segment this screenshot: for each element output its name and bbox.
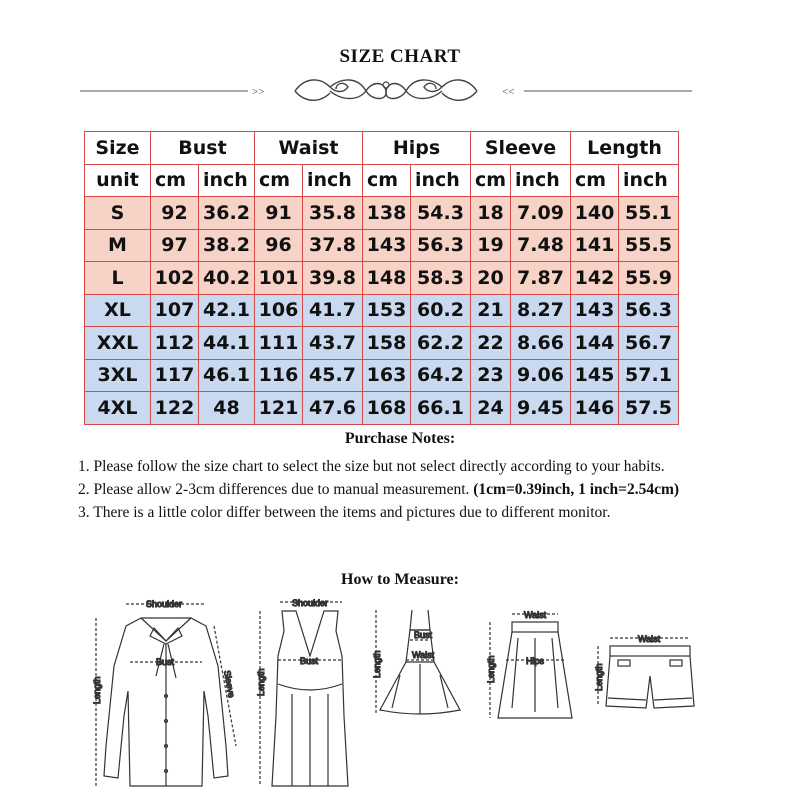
size-value: 116 [255,359,303,392]
size-row [85,327,679,360]
size-value: 40.2 [199,262,255,295]
label-waist: Waist [524,610,547,620]
size-value: 145 [571,359,619,392]
unit-inch: inch [303,164,363,197]
size-value: 45.7 [303,359,363,392]
size-value: 146 [571,392,619,425]
size-rows [85,197,679,425]
label-sleeve: Sleeve [222,669,237,699]
unit-inch: inch [511,164,571,197]
size-value: 47.6 [303,392,363,425]
unit-cm: cm [571,164,619,197]
size-value: 18 [471,197,511,230]
size-value: 56.7 [619,327,679,360]
size-value: 23 [471,359,511,392]
size-value: 22 [471,327,511,360]
size-value: 141 [571,229,619,262]
unit-inch: inch [411,164,471,197]
size-value: 102 [151,262,199,295]
unit-cm: cm [363,164,411,197]
size-value: 46.1 [199,359,255,392]
blouse-measure-diagram [86,596,246,796]
size-label: 3XL [85,359,151,392]
size-value: 7.09 [511,197,571,230]
label-length: Length [256,668,266,696]
note-3: 3. There is a little color differ between the items and pictures due to different monitor. [78,504,611,521]
size-value: 20 [471,262,511,295]
size-value: 58.3 [411,262,471,295]
size-label: M [85,229,151,262]
size-value: 148 [363,262,411,295]
purchase-notes-title: Purchase Notes: [344,430,456,447]
size-value: 8.66 [511,327,571,360]
left-arrows: >> [252,86,265,98]
size-value: 153 [363,294,411,327]
unit-cm: cm [151,164,199,197]
size-value: 122 [151,392,199,425]
size-row [85,359,679,392]
header-row-measures [85,132,679,165]
size-value: 21 [471,294,511,327]
size-value: 55.9 [619,262,679,295]
size-value: 96 [255,229,303,262]
label-length: Length [372,650,382,678]
size-value: 143 [363,229,411,262]
size-row [85,294,679,327]
label-bust: Bust [300,656,319,666]
label-hips: Hips [526,656,545,666]
size-row [85,392,679,425]
size-value: 36.2 [199,197,255,230]
size-value: 143 [571,294,619,327]
size-value: 9.45 [511,392,571,425]
header-size: Size [85,132,151,165]
label-shoulder: Shoulder [292,598,329,608]
size-value: 48 [199,392,255,425]
label-length: Length [594,663,604,691]
size-value: 97 [151,229,199,262]
size-value: 56.3 [619,294,679,327]
size-value: 24 [471,392,511,425]
size-row [85,262,679,295]
skirt-measure-diagram [478,608,578,728]
label-waist: Waist [412,650,435,660]
purchase-notes [78,455,718,524]
size-value: 8.27 [511,294,571,327]
right-arrows: << [502,86,515,98]
size-row [85,197,679,230]
size-value: 140 [571,197,619,230]
header-length: Length [571,132,679,165]
size-value: 35.8 [303,197,363,230]
header-hips: Hips [363,132,471,165]
note-2-conversion: (1cm=0.39inch, 1 inch=2.54cm) [473,481,680,498]
size-label: XL [85,294,151,327]
header-row-units [85,164,679,197]
size-value: 44.1 [199,327,255,360]
how-to-measure-title: How to Measure: [341,571,459,588]
size-value: 42.1 [199,294,255,327]
size-label: L [85,262,151,295]
size-value: 9.06 [511,359,571,392]
size-value: 37.8 [303,229,363,262]
size-value: 41.7 [303,294,363,327]
label-length: Length [486,655,496,683]
size-chart-table [84,131,679,425]
note-2-text: 2. Please allow 2-3cm differences due to manual measurement. [78,481,474,498]
tank-top-measure-diagram [252,596,362,796]
unit-cm: cm [255,164,303,197]
page-title: SIZE CHART [339,46,461,67]
size-value: 101 [255,262,303,295]
note-2 [78,478,718,501]
size-value: 64.2 [411,359,471,392]
size-value: 138 [363,197,411,230]
size-value: 111 [255,327,303,360]
size-value: 55.1 [619,197,679,230]
size-value: 57.1 [619,359,679,392]
unit-inch: inch [199,164,255,197]
header-unit: unit [85,164,151,197]
unit-cm: cm [471,164,511,197]
size-value: 92 [151,197,199,230]
size-label: S [85,197,151,230]
label-bust: Bust [414,630,433,640]
size-value: 43.7 [303,327,363,360]
size-value: 158 [363,327,411,360]
size-value: 121 [255,392,303,425]
header-bust: Bust [151,132,255,165]
ornament-divider [80,76,692,106]
size-value: 66.1 [411,392,471,425]
label-bust: Bust [156,657,175,667]
size-value: 91 [255,197,303,230]
size-value: 168 [363,392,411,425]
size-value: 112 [151,327,199,360]
label-shoulder: Shoulder [146,599,183,609]
size-value: 144 [571,327,619,360]
size-value: 7.87 [511,262,571,295]
size-value: 39.8 [303,262,363,295]
header-sleeve: Sleeve [471,132,571,165]
size-value: 60.2 [411,294,471,327]
header-waist: Waist [255,132,363,165]
size-value: 142 [571,262,619,295]
size-value: 54.3 [411,197,471,230]
size-row [85,229,679,262]
size-value: 106 [255,294,303,327]
size-value: 38.2 [199,229,255,262]
size-value: 62.2 [411,327,471,360]
size-value: 7.48 [511,229,571,262]
size-value: 55.5 [619,229,679,262]
size-value: 57.5 [619,392,679,425]
dress-measure-diagram [370,600,470,790]
size-value: 163 [363,359,411,392]
size-value: 56.3 [411,229,471,262]
label-length: Length [92,676,102,704]
size-value: 19 [471,229,511,262]
shorts-measure-diagram [590,626,700,726]
note-1: 1. Please follow the size chart to select the size but not select directly according to your habits. [78,458,665,475]
unit-inch: inch [619,164,679,197]
size-label: XXL [85,327,151,360]
size-value: 107 [151,294,199,327]
size-value: 117 [151,359,199,392]
size-label: 4XL [85,392,151,425]
label-waist: Waist [638,634,661,644]
